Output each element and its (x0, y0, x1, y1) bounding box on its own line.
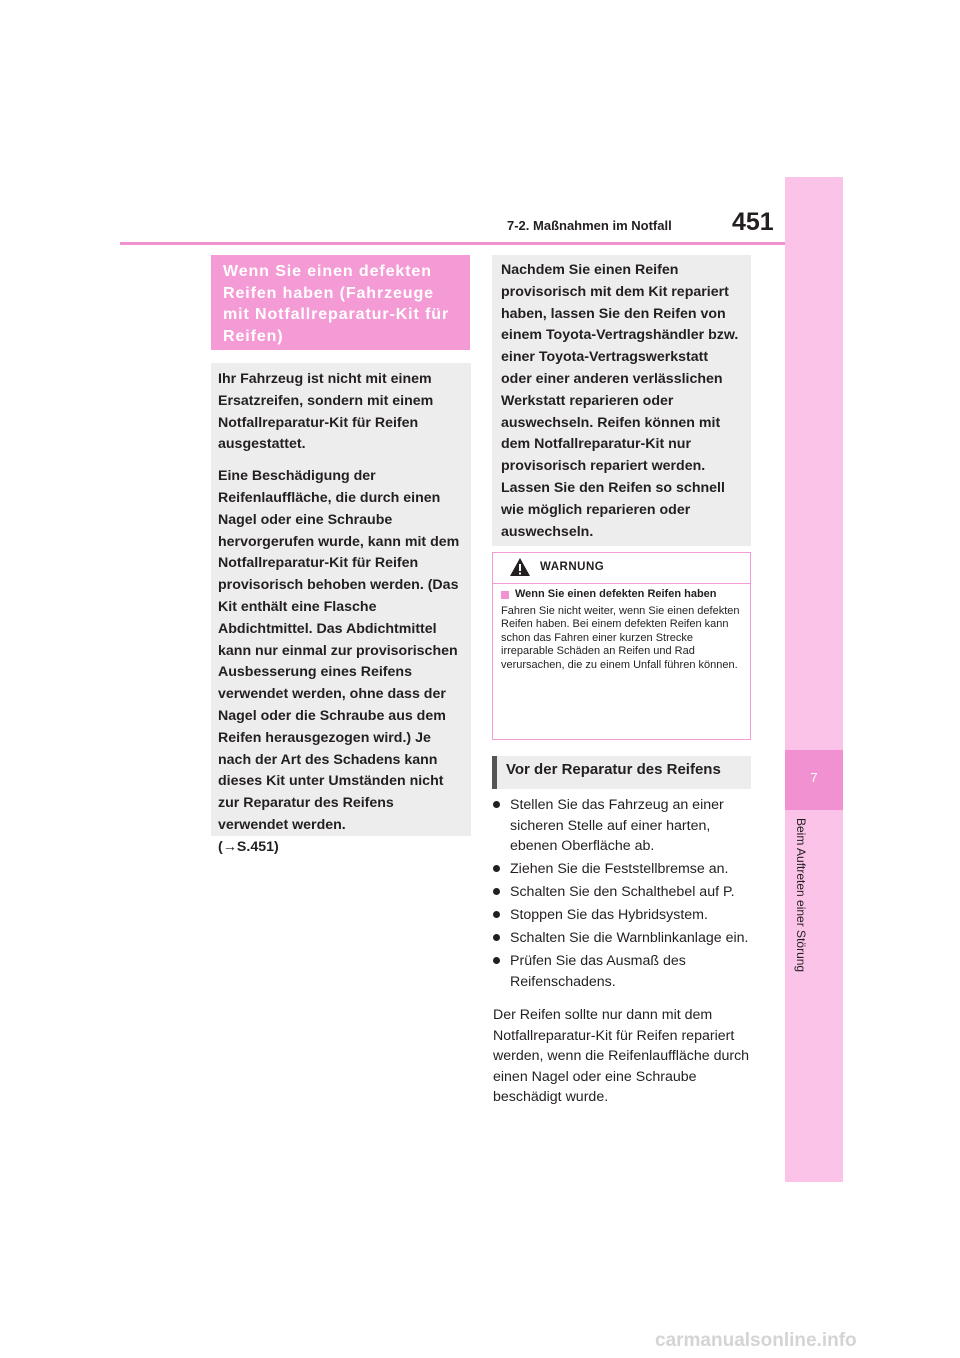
damage-paragraph (218, 466, 461, 858)
bullet-dot-icon (493, 957, 500, 964)
list-item (493, 951, 755, 992)
list-item (493, 882, 755, 903)
warning-box (492, 552, 751, 740)
warning-text: Fahren Sie nicht weiter, wenn Sie einen defekten Reifen haben. Bei einem defekten Reifen kann schon das Fahren einer kurzen Strecke irreparable Schäden an Reifen und Rad verursachen, die zu einem Unfall führen können. (501, 604, 740, 671)
list-item (493, 928, 755, 949)
list-item-text: Schalten Sie die Warnblinkanlage ein. (510, 930, 749, 946)
warning-body (493, 584, 750, 673)
chapter-title: Beim Auftreten einer Störung (794, 818, 808, 973)
list-item-text: Prüfen Sie das Ausmaß des Reifenschadens. (510, 953, 686, 990)
list-item-text: Schalten Sie den Schalthebel auf P. (510, 884, 735, 900)
bullet-dot-icon (493, 888, 500, 895)
square-bullet-icon (501, 591, 509, 599)
bullet-dot-icon (493, 865, 500, 872)
chapter-number: 7 (810, 770, 818, 785)
topic-heading: Wenn Sie einen defekten Reifen haben (Fahrzeuge mit Notfallreparatur-Kit für Reifen) (211, 255, 470, 350)
list-item-text: Stoppen Sie das Hybridsystem. (510, 907, 708, 923)
list-item (493, 795, 755, 857)
intro-paragraph: Ihr Fahrzeug ist nicht mit einem Ersatzreifen, sondern mit einem Notfallreparatur-Kit für Reifen ausgestattet. (218, 371, 434, 453)
side-strip (785, 177, 843, 1182)
section-title: 7-2. Maßnahmen im Notfall (507, 218, 672, 233)
warning-triangle-icon (509, 557, 531, 577)
step-list (493, 795, 755, 995)
note-paragraph: Nachdem Sie einen Reifen provisorisch mit dem Kit repariert haben, lassen Sie den Reifen von einem Toyota-Vertragshändler bzw. einer Toyota-Vertragswerkstatt oder einer anderen verlässlichen Werkstatt reparieren oder auswechseln. Reifen können mit dem Notfallreparatur-Kit nur provisorisch repariert werden. Lassen Sie den Reifen so schnell wie möglich reparieren oder auswechseln. (501, 262, 739, 540)
list-item (493, 905, 755, 926)
warning-header (493, 553, 750, 584)
warning-subheading: Wenn Sie einen defekten Reifen haben (515, 588, 717, 600)
header-rule (120, 242, 785, 245)
page-number: 451 (732, 208, 774, 236)
bullet-dot-icon (493, 801, 500, 808)
note-box (492, 255, 751, 546)
page-reference-link[interactable]: (→S.451) (218, 838, 279, 855)
list-item (493, 859, 755, 880)
warning-title: WARNUNG (540, 561, 605, 573)
list-item-text: Stellen Sie das Fahrzeug an einer sicheren Stelle auf einer harten, ebenen Oberfläche ab. (510, 797, 724, 854)
intro-box (211, 363, 471, 855)
closing-paragraph: Der Reifen sollte nur dann mit dem Notfallreparatur-Kit für Reifen repariert werden, wenn die Reifenlauffläche durch einen Nagel oder eine Schraube beschädigt wurde. (493, 1007, 750, 1105)
bullet-dot-icon (493, 934, 500, 941)
warning-subheading-row (501, 588, 742, 602)
bullet-dot-icon (493, 911, 500, 918)
section-heading: Vor der Reparatur des Reifens (492, 756, 751, 789)
damage-text: Eine Beschädigung der Reifenlauffläche, die durch einen Nagel oder eine Schraube hervorgerufen wurde, kann mit dem Notfallreparatur-Kit für Reifen provisorisch behoben werden. (Das Kit enthält eine Flasche Abdichtmittel. Das Abdichtmittel kann nur einmal zur provisorischen Ausbesserung eines Reifens verwendet werden, ohne dass der Nagel oder die Schraube aus dem Reifen herausgezogen wird.) Je nach der Art des Schadens kann dieses Kit unter Umständen nicht zur Reparatur des Reifens verwendet werden. (218, 468, 460, 833)
list-item-text: Ziehen Sie die Feststellbremse an. (510, 861, 729, 877)
watermark: carmanualsonline.info (655, 1330, 857, 1351)
